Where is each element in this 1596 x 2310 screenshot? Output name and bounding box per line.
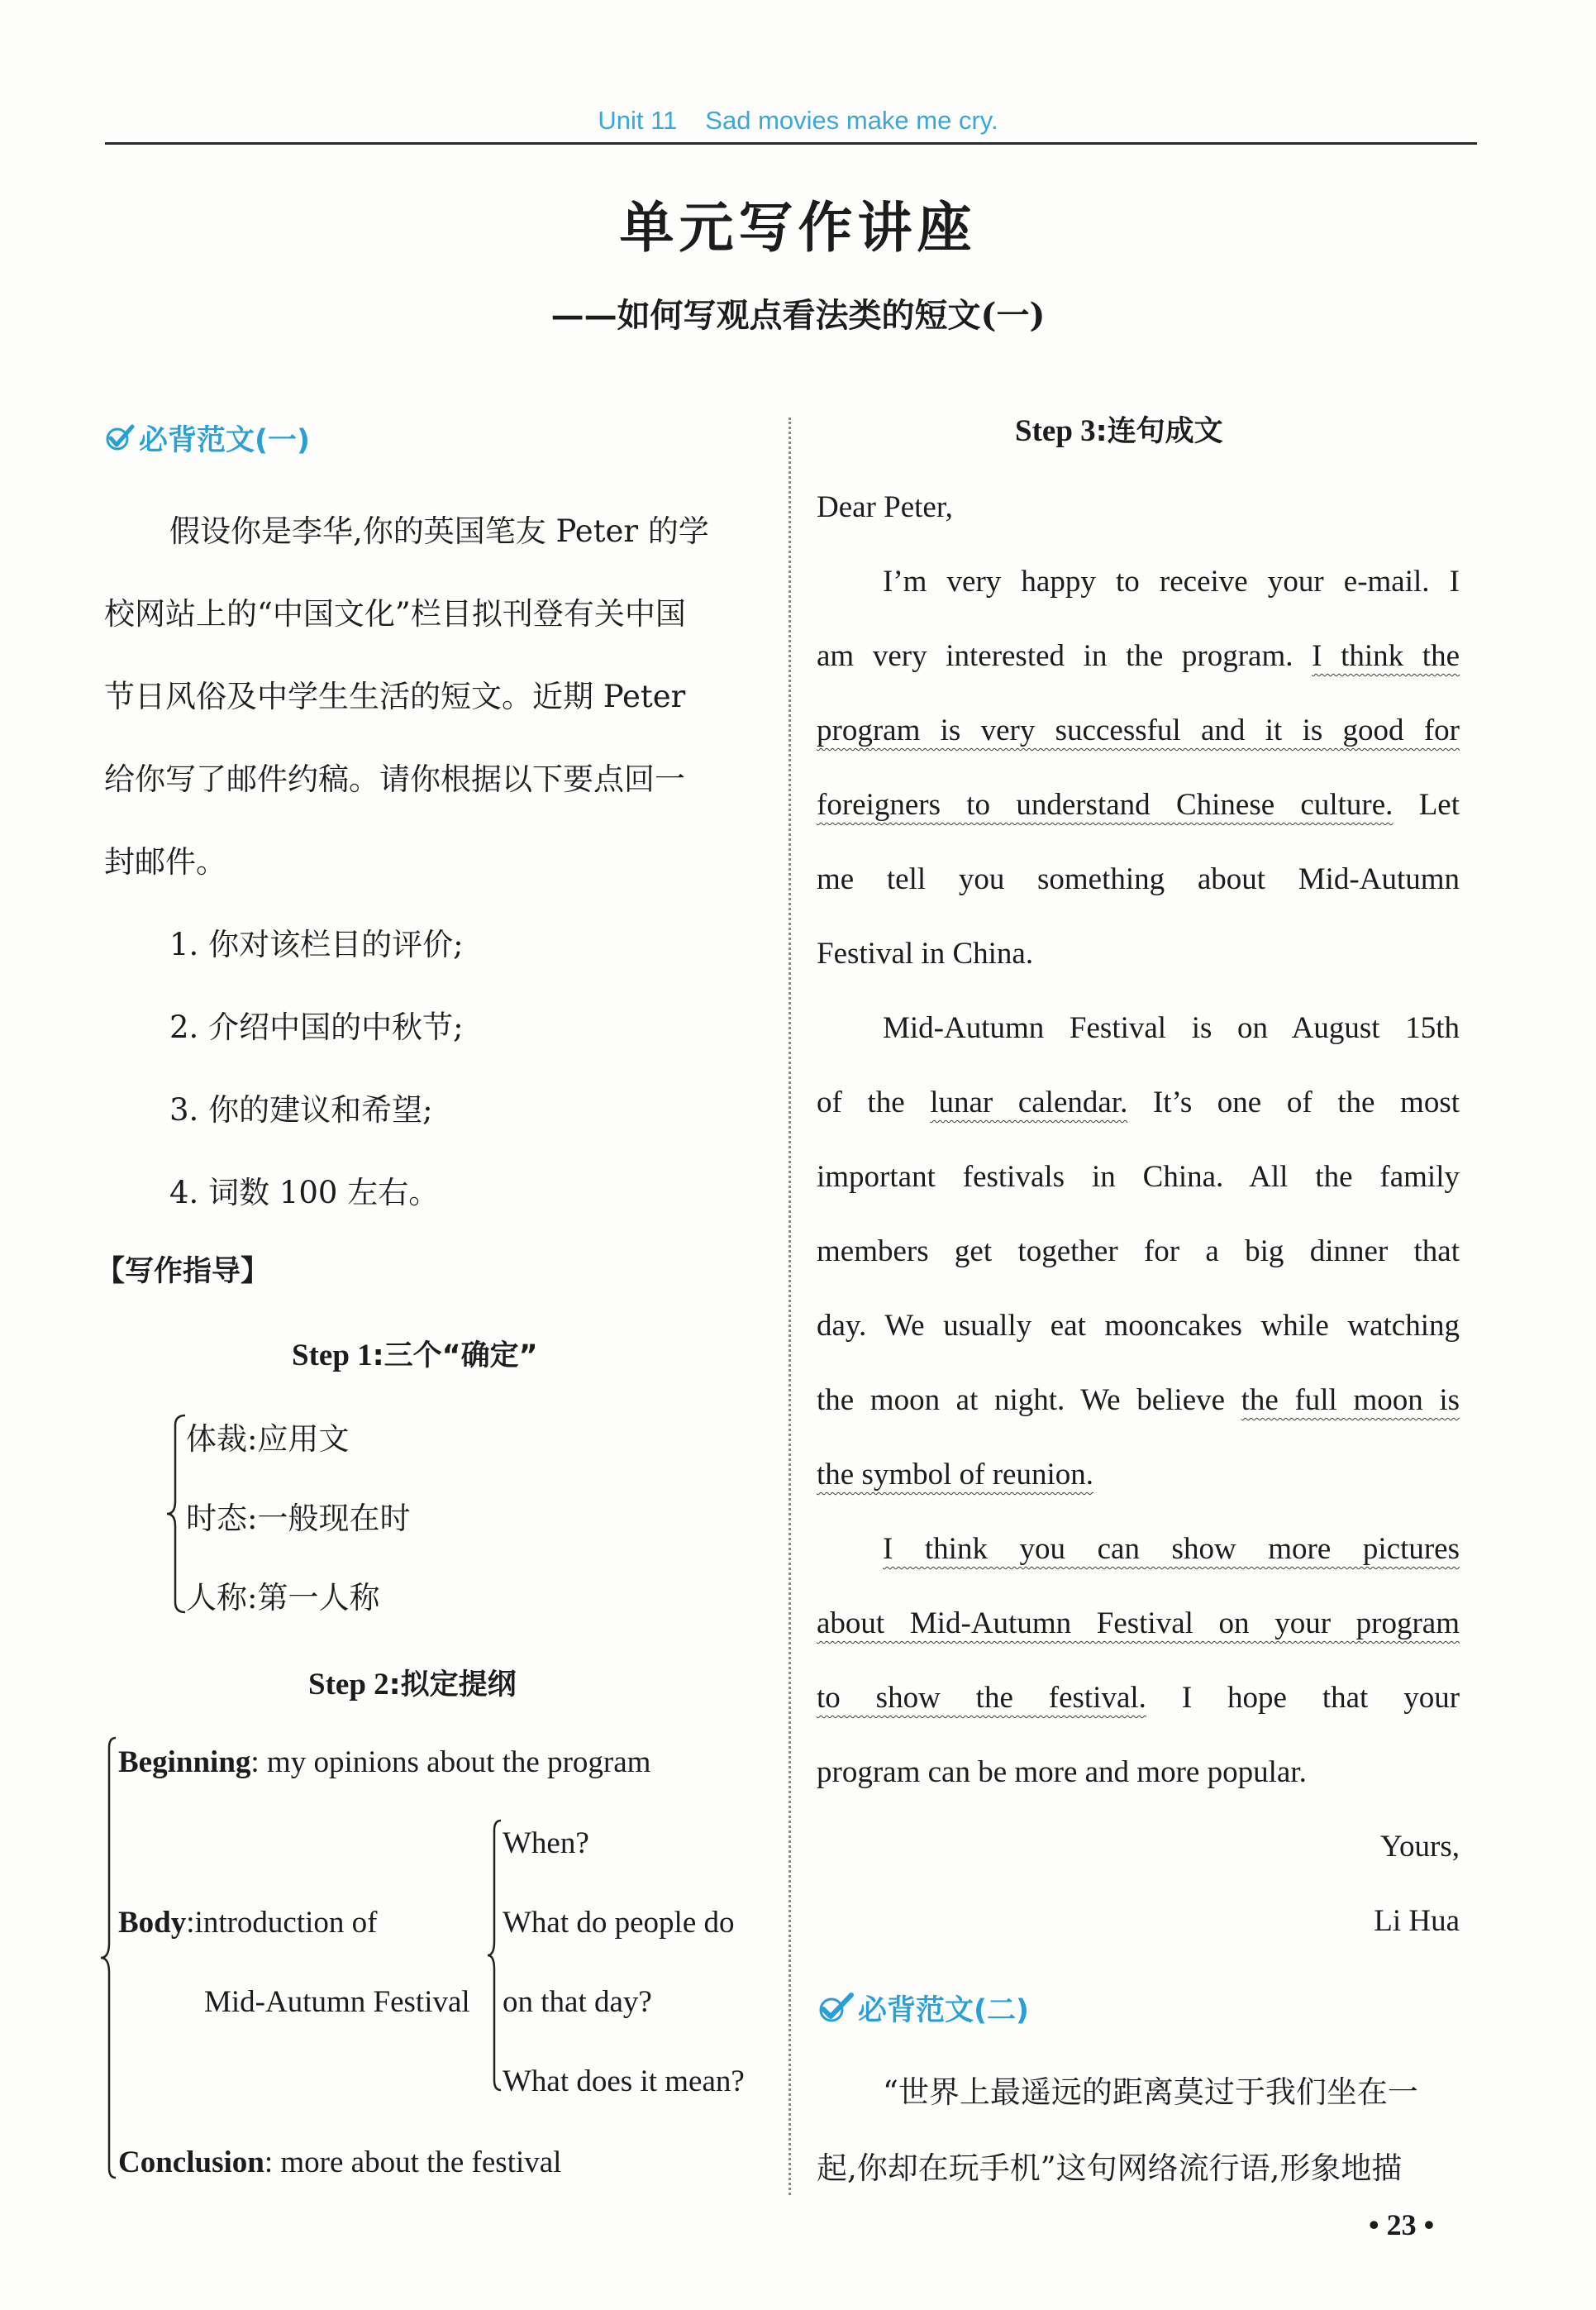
p2-line7-underlined: the symbol of reunion.: [817, 1458, 1094, 1491]
step1-heading: [292, 1333, 538, 1374]
letter-p2-line2: [817, 1085, 1460, 1120]
prompt-line-1: 假设你是李华,你的英国笔友 Peter 的学: [169, 513, 709, 549]
checkmark-icon: [104, 422, 136, 454]
point-4: 4. 词数 100 左右。: [169, 1175, 440, 1210]
p3-line3-plain: I hope that your: [1181, 1681, 1460, 1715]
outline-brace: [98, 1735, 119, 2181]
step3-heading: [1015, 408, 1223, 450]
unit-label: Unit 11: [598, 106, 678, 135]
prompt-line-4: 给你写了邮件约稿。请你根据以下要点回一: [104, 761, 685, 797]
unit-title: Sad movies make me cry.: [705, 106, 998, 135]
column-divider: [788, 418, 791, 2195]
letter-p2-line7: [817, 1457, 1093, 1492]
letter-p1-line5: me tell you something about Mid-Autumn: [817, 862, 1460, 896]
p1-line4-plain: Let: [1418, 788, 1460, 822]
p1-line4-underlined: foreigners to understand Chinese culture.: [817, 788, 1394, 822]
running-header: [0, 106, 1596, 136]
outline-body: [118, 1905, 377, 1940]
step2-text: :拟定提纲: [388, 1668, 517, 1701]
step1-label: Step 1: [292, 1339, 373, 1372]
outline-conclusion: [118, 2145, 561, 2180]
question-meaning: What does it mean?: [503, 2064, 745, 2098]
checkmark-icon: [817, 1992, 855, 2025]
sample2-line-1: “世界上最遥远的距离莫过于我们坐在一: [883, 2074, 1418, 2110]
body-text: :introduction of: [186, 1906, 378, 1940]
writing-guide-label: 【写作指导】: [96, 1255, 270, 1288]
p2-line6-underlined: the full moon is: [1241, 1383, 1460, 1417]
letter-signature: Li Hua: [1374, 1904, 1460, 1938]
step1-brace: [164, 1412, 188, 1616]
letter-p2-line6: [817, 1382, 1460, 1418]
step2-heading: [308, 1662, 517, 1703]
letter-p1-line3: [817, 713, 1460, 748]
point-3: 3. 你的建议和希望;: [169, 1092, 433, 1128]
p1-line2-plain: am very interested in the program.: [817, 639, 1293, 673]
beginning-label: Beginning: [118, 1745, 251, 1779]
step3-text: :连句成文: [1095, 415, 1223, 448]
step1-item-tense: 时态:一般现在时: [186, 1501, 411, 1536]
letter-greeting: Dear Peter,: [817, 490, 953, 524]
letter-p3-line1: [883, 1531, 1460, 1567]
prompt-line-3: 节日风俗及中学生生活的短文。近期 Peter: [104, 679, 686, 714]
outline-beginning: [118, 1744, 650, 1780]
point-1: 1. 你对该栏目的评价;: [169, 927, 464, 962]
p3-line2-underlined: about Mid-Autumn Festival on your program: [817, 1606, 1460, 1640]
letter-p3-line2: [817, 1606, 1460, 1641]
header-rule: [105, 142, 1477, 145]
conclusion-text: : more about the festival: [264, 2145, 562, 2179]
letter-p1-line4: [817, 787, 1460, 823]
step1-text: :三个“确定”: [372, 1339, 538, 1372]
body-label: Body: [118, 1906, 187, 1940]
letter-p2-line1: Mid-Autumn Festival is on August 15th: [883, 1011, 1460, 1045]
p2-line2-b: It’s one of the most: [1152, 1086, 1460, 1119]
letter-p1-line1: I’m very happy to receive your e-mail. I: [883, 565, 1460, 599]
section-heading-2-text: 必背范文(二): [858, 1994, 1029, 2027]
beginning-text: : my opinions about the program: [250, 1745, 651, 1779]
section-heading-1-text: 必背范文(一): [139, 424, 310, 457]
page-number: • 23 •: [1369, 2208, 1435, 2241]
page-title: 单元写作讲座: [619, 196, 977, 260]
step1-item-person: 人称:第一人称: [186, 1580, 380, 1616]
letter-p3-line3: [817, 1680, 1460, 1716]
letter-p1-line6: Festival in China.: [817, 937, 1034, 971]
point-2: 2. 介绍中国的中秋节;: [169, 1009, 464, 1045]
letter-p2-line4: members get together for a big dinner that: [817, 1234, 1460, 1268]
letter-p1-line2: [817, 638, 1460, 674]
page-subtitle: ——如何写观点看法类的短文(一): [550, 296, 1046, 335]
p2-line2-a: of the: [817, 1086, 905, 1119]
page-number-value: 23: [1386, 2208, 1417, 2241]
step1-item-genre: 体裁:应用文: [186, 1421, 350, 1457]
prompt-line-5: 封邮件。: [104, 844, 226, 880]
sample2-line-2: 起,你却在玩手机”这句网络流行语,形象地描: [817, 2150, 1403, 2186]
p1-line3-underlined: program is very successful and it is good for: [817, 714, 1460, 747]
p2-line6-plain: the moon at night. We believe: [817, 1383, 1226, 1417]
section-heading-2: [817, 1988, 1029, 2029]
question-that-day: on that day?: [503, 1985, 652, 2019]
letter-closing: Yours,: [1380, 1830, 1460, 1864]
section-heading-1: [104, 418, 310, 459]
step3-label: Step 3: [1015, 414, 1096, 448]
question-when: When?: [503, 1826, 589, 1860]
p1-line2-underlined: I think the: [1312, 639, 1460, 673]
letter-p2-line3: important festivals in China. All the family: [817, 1160, 1460, 1194]
question-what-do: What do people do: [503, 1906, 735, 1940]
outline-body-festival: Mid-Autumn Festival: [204, 1985, 470, 2019]
prompt-line-2: 校网站上的“中国文化”栏目拟刊登有关中国: [104, 596, 686, 632]
step2-label: Step 2: [308, 1668, 389, 1701]
p3-line3-underlined: to show the festival.: [817, 1681, 1146, 1715]
conclusion-label: Conclusion: [118, 2145, 264, 2179]
p2-line2-underlined: lunar calendar.: [930, 1086, 1128, 1119]
letter-p3-line4: program can be more and more popular.: [817, 1755, 1307, 1789]
p3-line1-underlined: I think you can show more pictures: [883, 1532, 1460, 1566]
questions-brace: [484, 1817, 504, 2093]
letter-p2-line5: day. We usually eat mooncakes while watching: [817, 1309, 1460, 1343]
